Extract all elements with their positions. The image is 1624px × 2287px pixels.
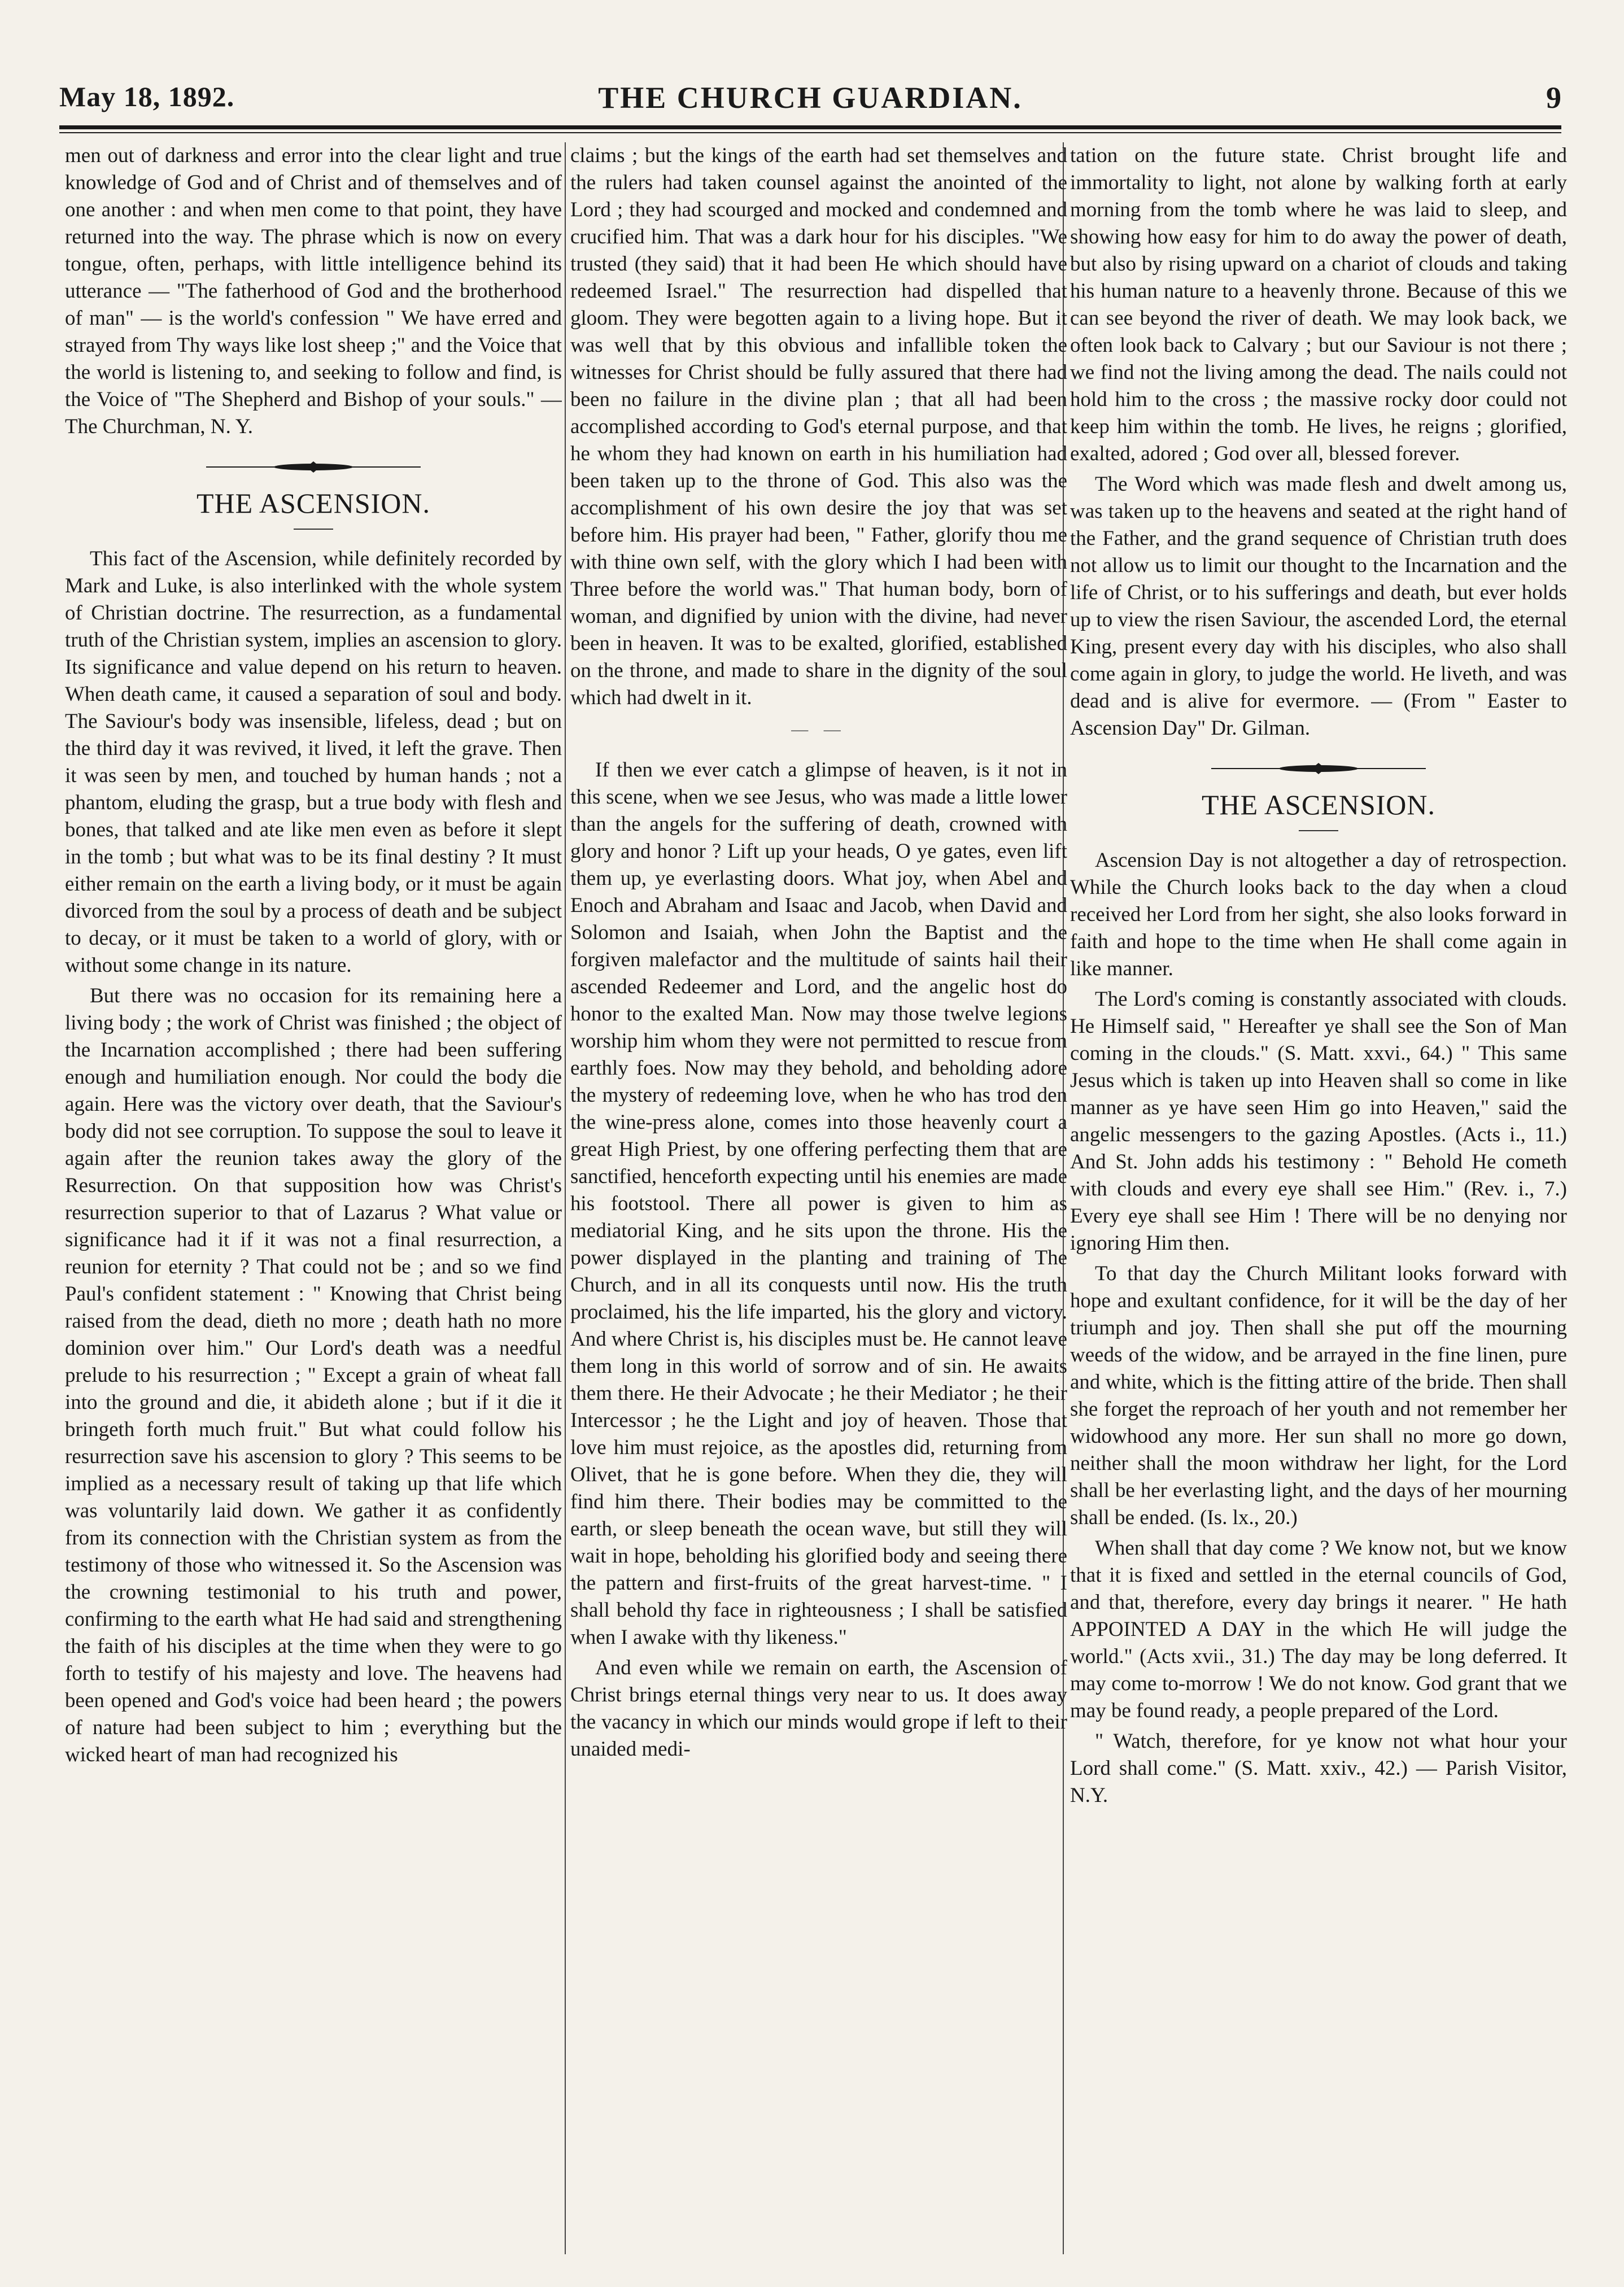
masthead-rule <box>59 125 1561 129</box>
article-paragraph: When shall that day come ? We know not, but we know that it is fixed and settled in the eternal councils of God, and that, therefore, every day brings it nearer. " He hath APPOINTED A DAY in the which He will judge the world." (Acts xvii., 31.) The day may be long deferred. It may come to-morrow ! We do not know. God grant that we may be found ready, a people prepared of the Lord. <box>1070 1537 1567 1722</box>
article-paragraph: Ascension Day is not altogether a day of retrospection. While the Church looks back to the day when a cloud received her Lord from her sight, she also looks forward in faith and hope to the time when He shall come again in like manner. <box>1070 849 1567 980</box>
article-paragraph: " Watch, therefore, for ye know not what hour your Lord shall come." (S. Matt. xxiv., 42.) — Parish Visitor, N.Y. <box>1070 1730 1567 1807</box>
article-paragraph: The Lord's coming is constantly associated with clouds. He Himself said, " Hereafter ye shall see the Son of Man coming in the clouds." (S. Matt. xxvi., 64.) " This same Jesus which is taken up into Heaven shall so come in like manner as ye have seen Him go into Heaven," said the angelic messengers to the gazing Apostles. (Acts i., 11.) And St. John adds his testimony : " Behold He cometh with clouds and every eye shall see Him." (Rev. i., 7.) Every eye shall see Him ! There will be no denying nor ignoring Him then. <box>1070 988 1567 1255</box>
article-continuation: men out of darkness and error into the clear light and true knowledge of God and of Christ and of themselves and of one another : and when men come to that point, they have returned into the way. The phrase which is now on every tongue, often, perhaps, with little intelligence behind its utterance — "The fatherhood of God and the brotherhood of man" — is the world's confession " We have erred and strayed from Thy ways like lost sheep ;" and the Voice that the world is listening to, and seeking to follow and find, is the Voice of "The Shepherd and Bishop of your souls." — The Churchman, N. Y. <box>65 144 562 438</box>
masthead <box>59 75 1561 122</box>
article-paragraph: tation on the future state. Christ brought life and immortality to light, not alone by walking forth at early morning from the tomb where he was laid to sleep, and showing how easy for him to do away the power of death, but also by rising upward on a chariot of clouds and taking his human nature to a heavenly throne. Because of this we can see beyond the river of death. We may look back, we often look back to Calvary ; but our Saviour is not there ; we find not the living among the dead. The nails could not hold him to the cross ; the massive rocky door could not keep him within the tomb. He lives, he reigns ; glorified, exalted, adored ; God over all, blessed forever. <box>1070 144 1567 465</box>
masthead-rule-thin <box>59 132 1561 133</box>
article-heading: THE ASCENSION. <box>196 487 431 519</box>
heading-rule <box>1299 830 1338 831</box>
article-heading: THE ASCENSION. <box>1201 789 1436 820</box>
column-3 <box>1070 142 1567 2266</box>
column-1 <box>65 142 562 2266</box>
article-paragraph: claims ; but the kings of the earth had set themselves and the rulers had taken counsel against the anointed of the Lord ; they had scourged and mocked and condemned and crucified him. That was a dark hour for his disciples. "We trusted (they said) that it had been He which should have redeemed Israel." The resurrection had dispelled that gloom. They were begotten again to a living hope. But it was well that by this obvious and infallible token the witnesses for Christ should be fully assured that there had been no failure in the divine plan ; that all had been accomplished according to God's eternal purpose, and that he whom they had known on earth in his humiliation had been taken up to the throne of God. This also was the accomplishment of his own desire the joy that was set before him. His prayer had been, " Father, glorify thou me with thine own self, with the glory which I had been with Three before the world was." That human body, born of woman, and dignified by union with the divine, had never been in heaven. It was to be exalted, glorified, established on the throne, and made to share in the dignity of the soul which had dwelt in it. <box>570 144 1067 709</box>
section-divider: — — <box>791 720 846 739</box>
article-paragraph: To that day the Church Militant looks forward with hope and exultant confidence, for it will be the day of her triumph and joy. Then shall she put off the mourning weeds of the widow, and be arrayed in the fine linen, pure and white, which is the fitting attire of the bride. Then shall she forget the reproach of her youth and not remember her widowhood any more. Her sun shall no more go down, neither shall the moon withdraw her light, for the Lord shall be her everlasting light, and the days of her mourning shall be ended. (Is. lx., 20.) <box>1070 1262 1567 1529</box>
column-divider <box>565 142 566 2254</box>
ornament-divider <box>1211 762 1426 775</box>
page-number: 9 <box>1546 81 1561 115</box>
article-paragraph: And even while we remain on earth, the Ascension of Christ brings eternal things very near to us. It does away the vacancy in which our minds would grope if left to their unaided medi- <box>570 1656 1067 1761</box>
ornament-divider <box>206 461 421 473</box>
article-paragraph: The Word which was made flesh and dwelt among us, was taken up to the heavens and seated at the right hand of the Father, and the grand sequence of Christian truth does not allow us to limit our thought to the Incarnation and the life of Christ, or to his sufferings and death, but ever holds up to view the risen Saviour, the ascended Lord, the eternal King, present every day with his disciples, who also shall come again in glory, to judge the world. He liveth, and was dead and is alive for evermore. — (From " Easter to Ascension Day" Dr. Gilman. <box>1070 473 1567 740</box>
article-paragraph: This fact of the Ascension, while definitely recorded by Mark and Luke, is also interlinked with the whole system of Christian doctrine. The resurrection, as a fundamental truth of the Christian system, implies an ascension to glory. Its significance and value depend on his return to heaven. When death came, it caused a separation of soul and body. The Saviour's body was insensible, lifeless, dead ; but on the third day it was revived, it lived, it left the grave. Then it was seen by men, and touched by human hands ; not a phantom, eluding the grasp, but a true body with flesh and bones, that talked and ate like men even as before it slept in the tomb ; but what was to be its final destiny ? It must either remain on the earth a living body, or it must be again divorced from the soul by a process of death and be subject to decay, or it must be taken to a world of glory, with or without some change in its nature. <box>65 547 562 977</box>
article-paragraph: If then we ever catch a glimpse of heaven, is it not in this scene, when we see Jesus, who was made a little lower than the angels for the suffering of death, crowned with glory and honor ? Lift up your heads, O ye gates, even lift them up, ye everlasting doors. What joy, when Abel and Enoch and Abraham and Isaac and Jacob, when David and Solomon and Isaiah, when John the Baptist and the forgiven malefactor and the multitude of saints hail their ascended Redeemer and Lord, and the angelic host do honor to the exalted Man. Now may those twelve legions worship him whom they were not permitted to rescue from earthly foes. Now may they behold, and beholding adore the mystery of redeeming love, when he who has trod den the wine-press alone, comes into those heavenly court a great High Priest, by one offering perfecting them that are sanctified, henceforth expecting until his enemies are made his footstool. There all power is given to him as mediatorial King, and he sits upon the throne. His the power displayed in the planting and training of The Church, and in all its conquests until now. His the truth proclaimed, his the life imparted, his the glory and victory. And where Christ is, his disciples must be. He cannot leave them long in this world of sorrow and of sin. He awaits them there. He their Advocate ; he their Mediator ; he their Intercessor ; he the Light and joy of heaven. Those that love him must rejoice, as the apostles did, returning from Olivet, that he is gone before. When they die, they will find him there. Their bodies may be committed to the earth, or sleep beneath the ocean wave, but still they will wait in hope, beholding his glorified body and seeing there the pattern and first-fruits of the great harvest-time. " I shall behold thy face in righteousness ; I shall be satisfied when I awake with thy likeness." <box>570 758 1067 1649</box>
publication-title: THE CHURCH GUARDIAN. <box>598 81 1023 115</box>
heading-rule <box>294 529 333 530</box>
issue-date: May 18, 1892. <box>59 81 235 112</box>
column-2 <box>570 142 1067 2266</box>
article-paragraph: But there was no occasion for its remaining here a living body ; the work of Christ was finished ; the object of the Incarnation accomplished ; there had been suffering enough and humiliation enough. Nor could the body die again. Here was the victory over death, that the Saviour's body did not see corruption. To suppose the soul to leave it again after the reunion takes away the glory of the Resurrection. On that supposition how was Christ's resurrection superior to that of Lazarus ? What value or significance had it if it was not a final resurrection, a reunion for eternity ? That could not be ; and so we find Paul's confident statement : " Knowing that Christ being raised from the dead, dieth no more ; death hath no more dominion over him." Our Lord's death was a needful prelude to his resurrection ; " Except a grain of wheat fall into the ground and die, it abideth alone ; but if it die it bringeth forth much fruit." But what could follow his resurrection save his ascension to glory ? This seems to be implied as a necessary result of taking up that life which was voluntarily laid down. We gather it as confidently from its connection with the Christian system as from the testimony of those who witnessed it. So the Ascension was the crowning testimonial to his truth and power, confirming to the earth what He had said and strengthening the faith of his disciples at the time when they were to go forth to testify of his majesty and love. The heavens had been opened and God's voice had been heard ; the powers of nature had been subject to him ; everything but the wicked heart of man had recognized his <box>65 984 562 1766</box>
